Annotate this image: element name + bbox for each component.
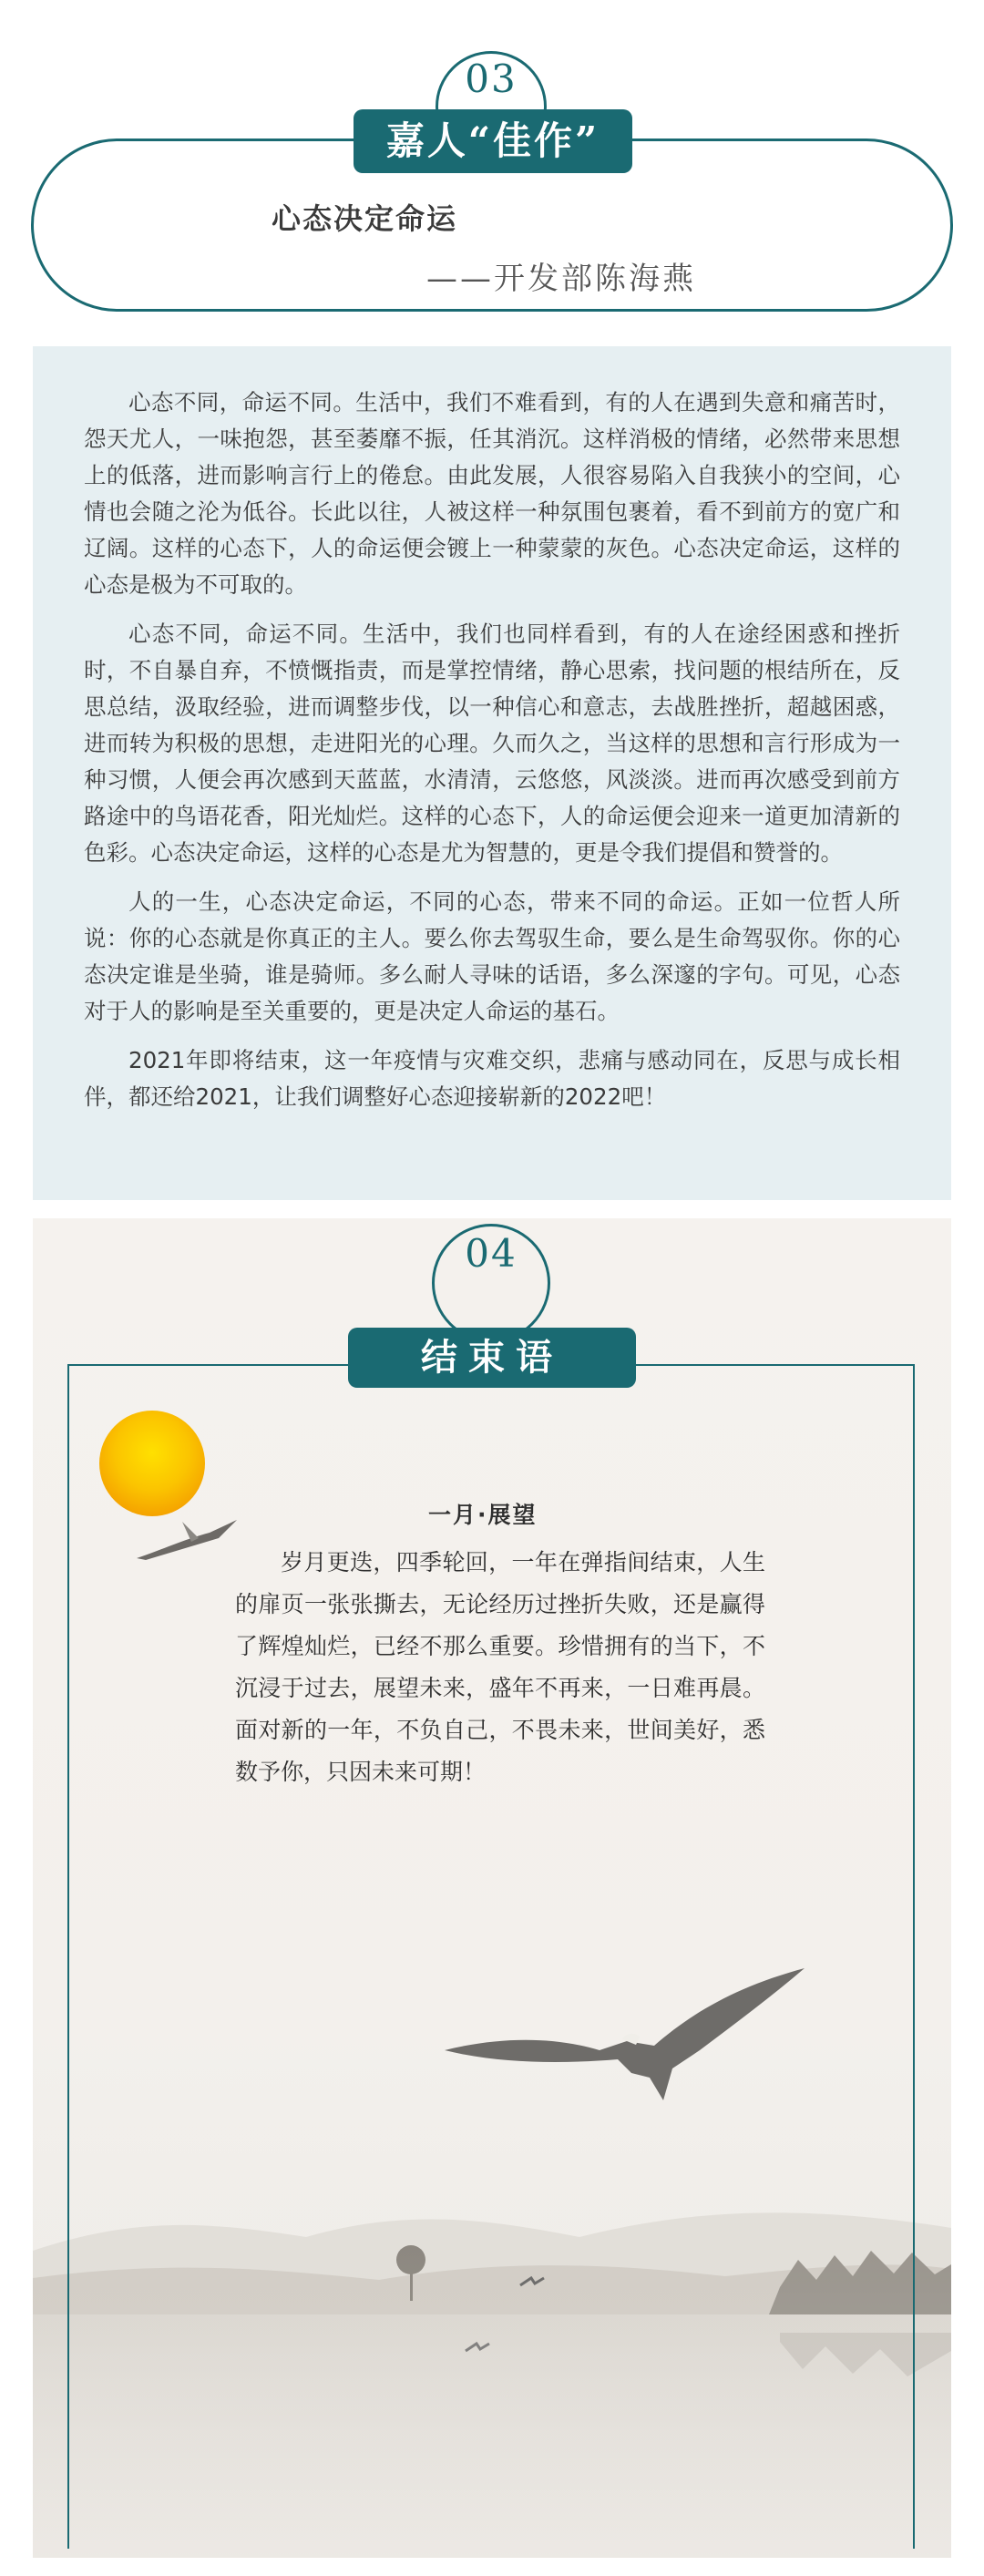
eagle-icon <box>445 1950 809 2114</box>
sun-icon <box>99 1411 205 1516</box>
article-title: 心态决定命运 <box>272 201 458 236</box>
article-paragraph-4: 2021年即将结束，这一年疫情与灾难交织，悲痛与感动同在，反思与成长相伴，都还给2021，让我们调整好心态迎接崭新的2022吧！ <box>84 1047 900 1110</box>
poem-text: 岁月更迭，四季轮回，一年在弹指间结束，人生的扉页一张张撕去，无论经历过挫折失败，还是赢得了辉煌灿烂，已经不那么重要。珍惜拥有的当下，不沉浸于过去，展望未来，盛年不再来，一日难再晨。面对新的一年，不负自己，不畏未来，世间美好，悉数予你，只因未来可期！ <box>235 1549 765 1785</box>
article-paragraph-2: 心态不同，命运不同。生活中，我们也同样看到，有的人在途经困惑和挫折时，不自暴自弃，不愤慨指责，而是掌控情绪，静心思索，找问题的根结所在，反思总结，汲取经验，进而调整步伐，以一种信心和意志，去战胜挫折，超越困惑，进而转为积极的思想，走进阳光的心理。久而久之，当这样的思想和言行形成为一种习惯，人便会再次感到天蓝蓝，水清清，云悠悠，风淡淡。进而再次感受到前方路途中的鸟语花香，阳光灿烂。这样的心态下，人的命运便会迎来一道更加清新的色彩。心态决定命运，这样的心态是尤为智慧的，更是令我们提倡和赞誉的。 <box>84 621 900 866</box>
section3-banner: 嘉人“佳作” <box>354 109 632 173</box>
article-paragraph-1: 心态不同，命运不同。生活中，我们不难看到，有的人在遇到失意和痛苦时，怨天尤人，一味抱怨，甚至萎靡不振，任其消沉。这样消极的情绪，必然带来思想上的低落，进而影响言行上的倦怠。由此发展，人很容易陷入自我狭小的空间，心情也会随之沦为低谷。长此以往，人被这样一种氛围包裹着，看不到前方的宽广和辽阔。这样的心态下，人的命运便会镀上一种蒙蒙的灰色。心态决定命运，这样的心态是极为不可取的。 <box>84 389 900 598</box>
section3-number: 03 <box>465 56 518 101</box>
article-paragraph-3: 人的一生，心态决定命运，不同的心态，带来不同的命运。正如一位哲人所说：你的心态就是你真正的主人。要么你去驾驭生命，要么是生命驾驭你。你的心态决定谁是坐骑，谁是骑师。多么耐人寻味的话语，多么深邃的字句。可见，心态对于人的影响是至关重要的，更是决定人命运的基石。 <box>84 888 900 1024</box>
article-body <box>33 346 951 1200</box>
poem-title: 一月·展望 <box>428 1502 538 1528</box>
section4-number: 04 <box>465 1231 518 1276</box>
article-author: ——开发部陈海燕 <box>426 261 696 297</box>
section4-banner: 结束语 <box>348 1328 636 1388</box>
